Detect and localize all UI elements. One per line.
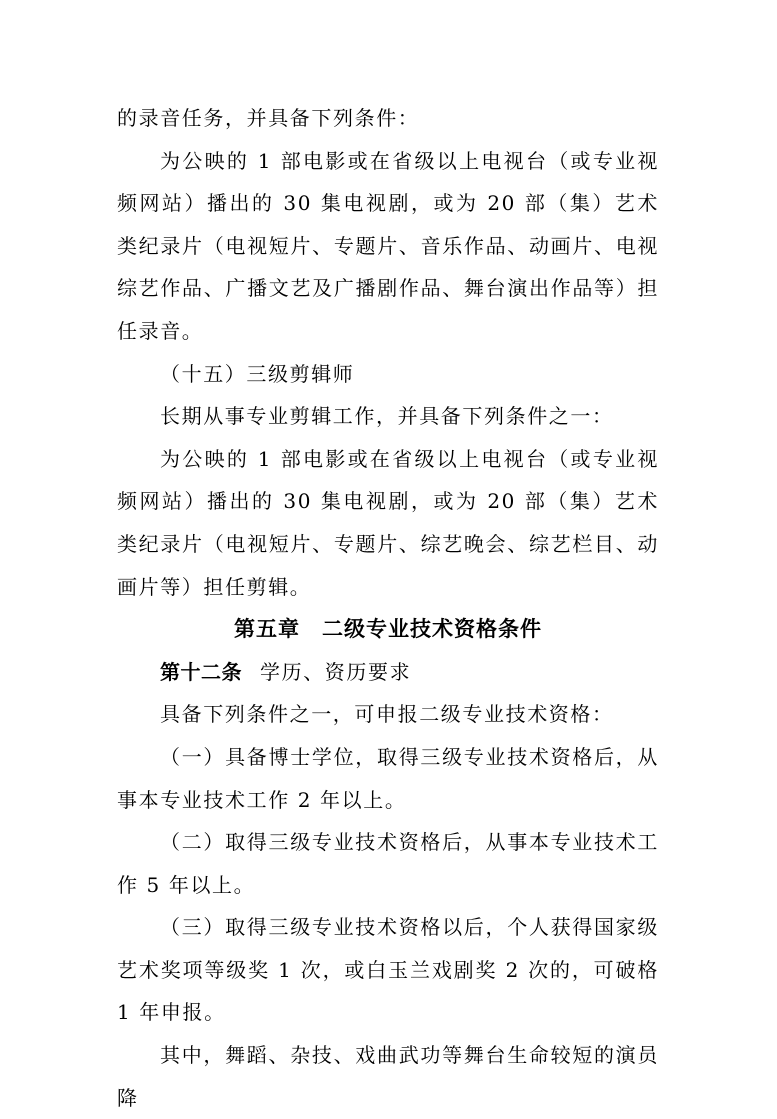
paragraph-conditions-intro: 具备下列条件之一，可申报二级专业技术资格： <box>160 702 614 727</box>
article-title: 学历、资历要求 <box>260 659 412 684</box>
paragraph-editor-requirement: 为公映的 1 部电影或在省级以上电视台（或专业视频网站）播出的 30 集电视剧，或为 20 部（集）艺术类纪录片（电视短片、专题片、综艺晚会、综艺栏目、动画片等）担任剪辑。 <box>117 446 659 599</box>
paragraph-editor-intro: 长期从事专业剪辑工作，并具备下列条件之一： <box>160 404 614 429</box>
paragraph-performers-note: 其中，舞蹈、杂技、戏曲武功等舞台生命较短的演员降 <box>117 1043 659 1110</box>
chapter-title: 二级专业技术资格条件 <box>322 617 542 642</box>
chapter-heading <box>117 608 659 651</box>
article-heading <box>117 651 659 694</box>
paragraph-condition-3: （三）取得三级专业技术资格以后，个人获得国家级艺术奖项等级奖 1 次，或白玉兰戏剧奖 2 次的，可破格 1 年申报。 <box>117 915 659 1025</box>
article-number: 第十二条 <box>160 659 242 684</box>
document-page <box>117 97 659 1119</box>
chapter-number: 第五章 <box>234 617 300 642</box>
paragraph-recording-requirement: 为公映的 1 部电影或在省级以上电视台（或专业视频网站）播出的 30 集电视剧，或为 20 部（集）艺术类纪录片（电视短片、专题片、音乐作品、动画片、电视综艺作品、广播文艺及广播剧作品、舞台演出作品等）担任录音。 <box>117 148 659 343</box>
paragraph-condition-2: （二）取得三级专业技术资格后，从事本专业技术工作 5 年以上。 <box>117 830 659 897</box>
paragraph-recording-task-end: 的录音任务，并具备下列条件： <box>117 106 420 130</box>
paragraph-condition-1: （一）具备博士学位，取得三级专业技术资格后，从事本专业技术工作 2 年以上。 <box>117 744 659 812</box>
section-heading-editor: （十五）三级剪辑师 <box>160 361 355 386</box>
